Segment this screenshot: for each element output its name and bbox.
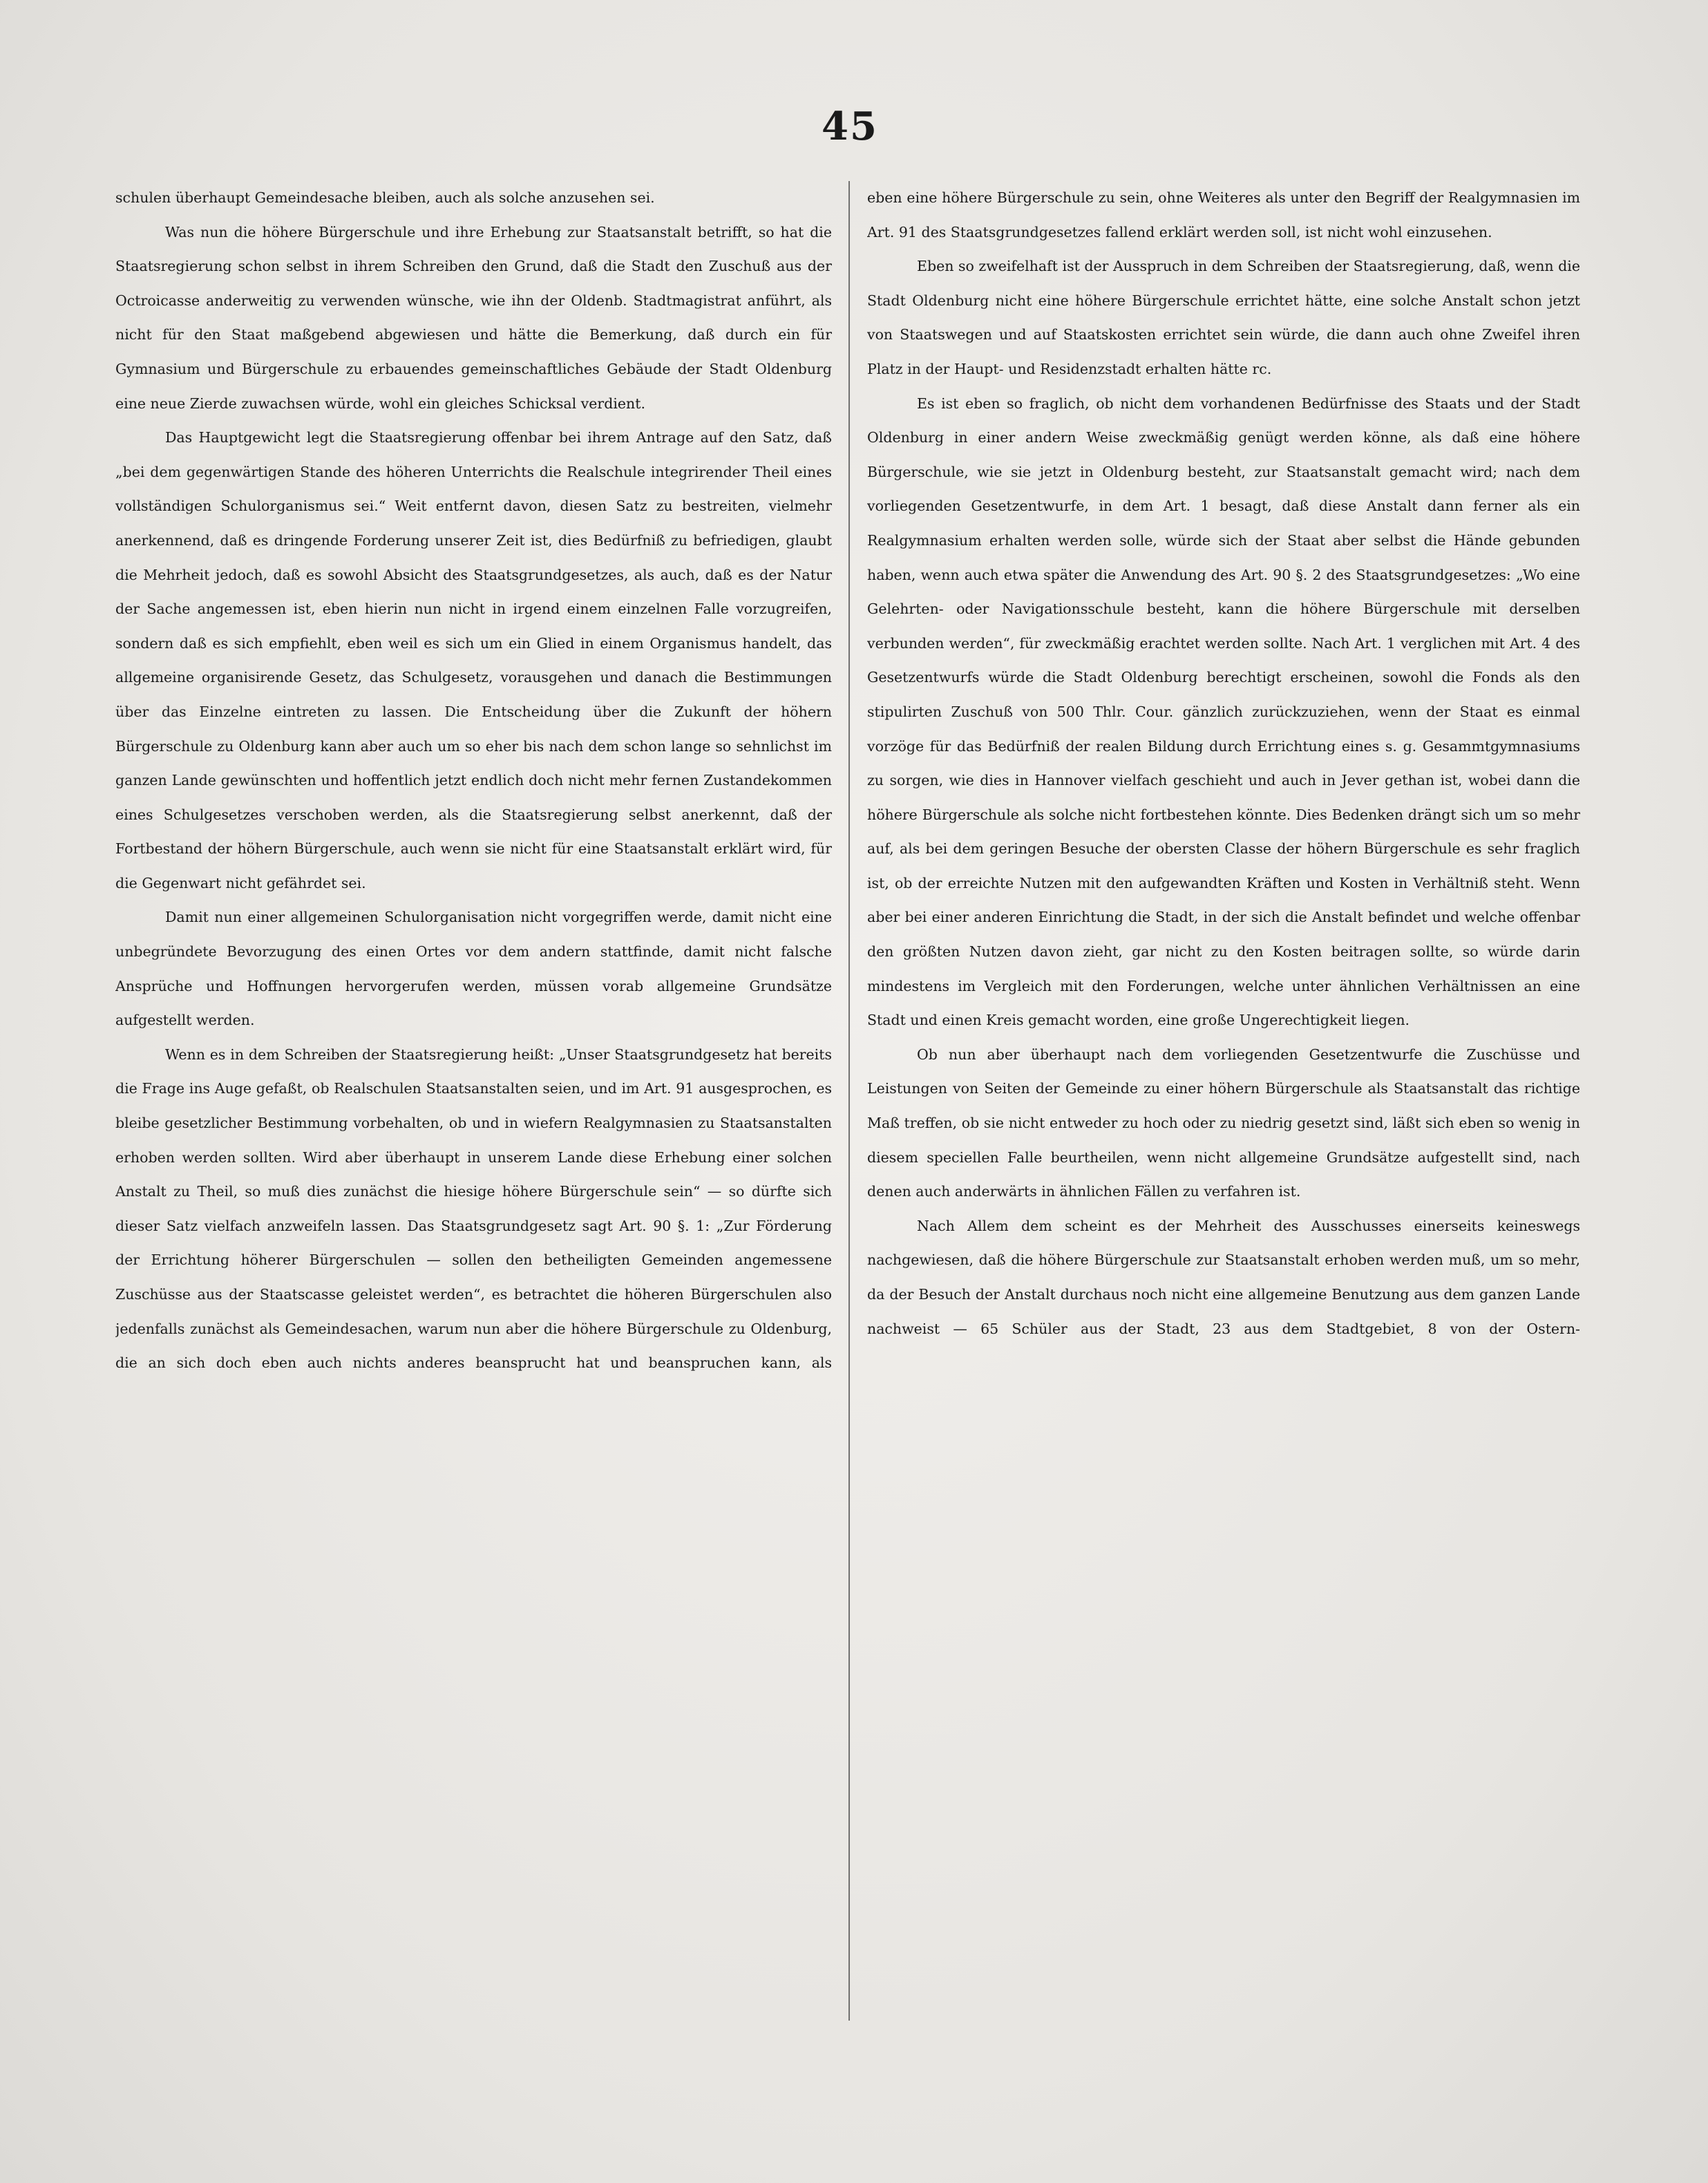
page-number: 45 [822, 104, 878, 149]
paragraph: schulen überhaupt Gemeindesache bleiben, auch als solche anzusehen sei. [115, 189, 655, 206]
paragraph: Eben so zweifelhaft ist der Ausspruch in dem Schreiben der Staatsregierung, daß, wenn die Stadt Oldenburg nicht eine höhere Bürgerschule errichtet hätte, eine solche Anstalt schon jetzt von Staatswegen und auf Staatskosten errichtet sein würde, die dann auch ohne Zweifel ihren Platz in der Haupt- und Residenzstadt erhalten hätte rc. [867, 258, 1580, 377]
paragraph: Ob nun aber überhaupt nach dem vorliegenden Gesetzentwurfe die Zuschüsse und Leistungen von Seiten der Gemeinde zu einer höhern Bürgerschule als Staatsanstalt das richtige Maß treffen, ob sie nicht entweder zu hoch oder zu niedrig gesetzt sind, läßt sich eben so wenig in diesem speciellen Falle beurtheilen, wenn nicht allgemeine Grundsätze aufgestellt sind, nach denen auch anderwärts in ähnlichen Fällen zu verfahren ist. [867, 1046, 1580, 1200]
column-divider [848, 181, 850, 2021]
left-text-column [115, 181, 832, 2019]
paragraph: Es ist eben so fraglich, ob nicht dem vorhandenen Bedürfnisse des Staats und der Stadt Oldenburg in einer andern Weise zweckmäßig genügt werden könne, als daß eine höhere Bürgerschule, wie sie jetzt in Oldenburg besteht, zur Staatsanstalt gemacht wird; nach dem vorliegenden Gesetzentwurfe, in dem Art. 1 besagt, daß diese Anstalt dann ferner als ein Realgymnasium erhalten werden solle, würde sich der Staat aber selbst die Hände gebunden haben, wenn auch etwa später die Anwendung des Art. 90 §. 2 des Staatsgrundgesetzes: „Wo eine Gelehrten- oder Navigationsschule besteht, kann die höhere Bürgerschule mit derselben verbunden werden“, für zweckmäßig erachtet werden sollte. Nach Art. 1 verglichen mit Art. 4 des Gesetzentwurfs würde die Stadt Oldenburg berechtigt erscheinen, sowohl die Fonds als den stipulirten Zuschuß von 500 Thlr. Cour. gänzlich zurückzuziehen, wenn der Staat es einmal vorzöge für das Bedürfniß der realen Bildung durch Errichtung eines s. g. Gesammtgymnasiums zu sorgen, wie dies in Hannover vielfach geschieht und auch in Jever gethan ist, wobei dann die höhere Bürgerschule als solche nicht fortbestehen könnte. Dies Bedenken drängt sich um so mehr auf, als bei dem geringen Besuche der obersten Classe der höhern Bürgerschule es sehr fraglich ist, ob der erreichte Nutzen mit den aufgewandten Kräften und Kosten in Verhältniß steht. Wenn aber bei einer anderen Einrichtung die Stadt, in der sich die Anstalt befindet und welche offenbar den größten Nutzen davon zieht, gar nicht zu den Kosten beitragen sollte, so würde darin mindestens im Vergleich mit den Forderungen, welche unter ähnlichen Verhältnissen an eine Stadt und einen Kreis gemacht worden, eine große Ungerechtigkeit liegen. [867, 395, 1580, 1029]
paragraph: Was nun die höhere Bürgerschule und ihre Erhebung zur Staatsanstalt betrifft, so hat die Staatsregierung schon selbst in ihrem Schreiben den Grund, daß die Stadt den Zuschuß aus der Octroicasse anderweitig zu verwenden wünsche, wie ihn der Oldenb. Stadtmagistrat anführt, als nicht für den Staat maßgebend abgewiesen und hätte die Bemerkung, daß durch ein für Gymnasium und Bürgerschule zu erbauendes gemeinschaftliches Gebäude der Stadt Oldenburg eine neue Zierde zuwachsen würde, wohl ein gleiches Schicksal verdient. [115, 223, 832, 412]
paragraph: Das Hauptgewicht legt die Staatsregierung offenbar bei ihrem Antrage auf den Satz, daß „bei dem gegenwärtigen Stande des höheren Unterrichts die Realschule integrirender Theil eines vollständigen Schulorganismus sei.“ Weit entfernt davon, diesen Satz zu bestreiten, vielmehr anerkennend, daß es dringende Forderung unserer Zeit ist, dies Bedürfniß zu befriedigen, glaubt die Mehrheit jedoch, daß es sowohl Absicht des Staatsgrundgesetzes, als auch, daß es der Natur der Sache angemessen ist, eben hierin nun nicht in irgend einem einzelnen Falle vorzugreifen, sondern daß es sich empfiehlt, eben weil es sich um ein Glied in einem Organismus handelt, das allgemeine organisirende Gesetz, das Schulgesetz, vorausgehen und danach die Bestimmungen über das Einzelne eintreten zu lassen. Die Entscheidung über die Zukunft der höhern Bürgerschule zu Oldenburg kann aber auch um so eher bis nach dem schon lange so sehnlichst im ganzen Lande gewünschten und hoffentlich jetzt endlich doch nicht mehr fernen Zustandekommen eines Schulgesetzes verschoben werden, als die Staatsregierung selbst anerkennt, daß der Fortbestand der höhern Bürgerschule, auch wenn sie nicht für eine Staatsanstalt erklärt wird, für die Gegenwart nicht gefährdet sei. [115, 429, 832, 891]
right-text-column [867, 181, 1580, 2019]
paragraph: Nach Allem dem scheint es der Mehrheit des Ausschusses einerseits keineswegs nachgewiesen, daß die höhere Bürgerschule zur Staatsanstalt erhoben werden muß, um so mehr, da der Besuch der Anstalt durchaus noch nicht eine allgemeine Benutzung aus dem ganzen Lande nachweist — 65 Schüler aus der Stadt, 23 aus dem Stadtgebiet, 8 von der Ostern- [867, 1217, 1580, 1337]
paragraph: Damit nun einer allgemeinen Schulorganisation nicht vorgegriffen werde, damit nicht eine unbegründete Bevorzugung des einen Ortes vor dem andern stattfinde, damit nicht falsche Ansprüche und Hoffnungen hervorgerufen werden, müssen vorab allgemeine Grundsätze aufgestellt werden. [115, 909, 832, 1029]
paragraph: eben eine höhere Bürgerschule zu sein, ohne Weiteres als unter den Begriff der Realgymnasien im Art. 91 des Staatsgrundgesetzes fallend erklärt werden soll, ist nicht wohl einzusehen. [867, 189, 1580, 240]
paragraph: Wenn es in dem Schreiben der Staatsregierung heißt: „Unser Staatsgrundgesetz hat bereits die Frage ins Auge gefaßt, ob Realschulen Staatsanstalten seien, und im Art. 91 ausgesprochen, es bleibe gesetzlicher Bestimmung vorbehalten, ob und in wiefern Realgymnasien zu Staatsanstalten erhoben werden sollten. Wird aber überhaupt in unserem Lande diese Erhebung einer solchen Anstalt zu Theil, so muß dies zunächst die hiesige höhere Bürgerschule sein“ — so dürfte sich dieser Satz vielfach anzweifeln lassen. Das Staatsgrundgesetz sagt Art. 90 §. 1: „Zur Förderung der Errichtung höherer Bürgerschulen — sollen den betheiligten Gemeinden angemessene Zuschüsse aus der Staatscasse geleistet werden“, es betrachtet die höheren Bürgerschulen also jedenfalls zunächst als Gemeindesachen, warum nun aber die höhere Bürgerschule zu Oldenburg, die an sich doch eben auch nichts anderes beansprucht hat und beanspruchen kann, als [115, 1046, 832, 1372]
